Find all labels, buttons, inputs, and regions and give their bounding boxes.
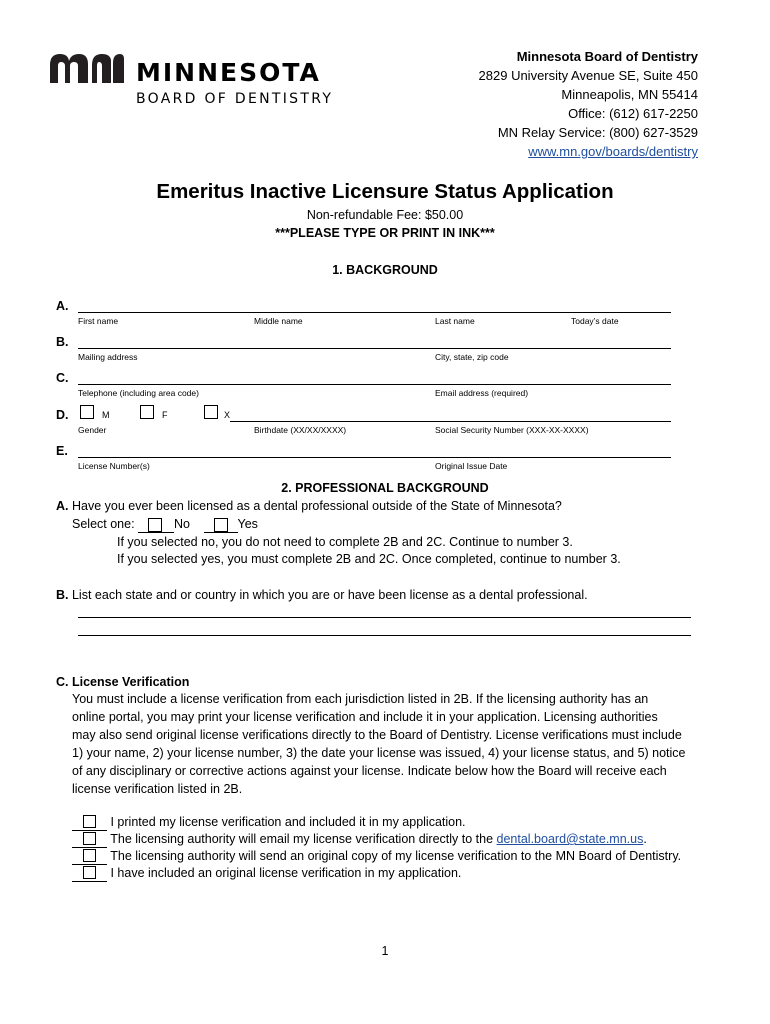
logo (48, 51, 358, 111)
jurisdictions-line-2[interactable] (78, 635, 691, 636)
street-address: 2829 University Avenue SE, Suite 450 (478, 68, 698, 83)
todays-date-label: Today’s date (571, 316, 619, 326)
paragraph-line: of any disciplinary or corrective actions against your license. Indicate below how the Board will receive each (72, 764, 667, 778)
no-answer-blank[interactable] (138, 519, 174, 533)
question-2b (56, 586, 588, 604)
board-email-link[interactable]: dental.board@state.mn.us (496, 832, 644, 846)
option-printed-checkbox[interactable] (83, 815, 96, 828)
telephone-label: Telephone (including area code) (78, 388, 199, 398)
option-included-original-label: I have included an original license verification in my application. (110, 866, 462, 880)
option-included-original-checkbox[interactable] (83, 866, 96, 879)
row-e-letter: E. (56, 444, 68, 458)
license-number-label: License Number(s) (78, 461, 150, 471)
option-printed-blank[interactable] (72, 817, 107, 831)
email-label: Email address (required) (435, 388, 529, 398)
gender-f-checkbox[interactable] (140, 405, 154, 419)
no-label: No (174, 517, 191, 531)
board-address (479, 47, 698, 161)
logo-name: MINNESOTA (136, 58, 321, 87)
section-2-heading: 2. PROFESSIONAL BACKGROUND (281, 481, 489, 495)
middle-name-label: Middle name (254, 316, 303, 326)
row-d-letter: D. (56, 408, 69, 422)
paragraph-line: You must include a license verification from each jurisdiction listed in 2B. If the licensing authority has an (72, 692, 649, 706)
option-email-blank[interactable] (72, 834, 107, 848)
website-link[interactable]: www.mn.gov/boards/dentistry (528, 144, 698, 159)
paragraph-line: may also send original license verifications directly to the Board of Dentistry. License verifications must include (72, 728, 682, 742)
select-one-label: Select one: (72, 517, 135, 531)
yes-answer-blank[interactable] (204, 519, 238, 533)
option-original-copy-checkbox[interactable] (83, 849, 96, 862)
paragraph-line: 1) your name, 2) your license number, 3) the date your license was issued, 4) your license status, and 5) notice (72, 746, 686, 760)
jurisdictions-line-1[interactable] (78, 617, 691, 618)
form-title: Emeritus Inactive Licensure Status Application (156, 180, 614, 203)
if-no-instruction: If you selected no, you do not need to complete 2B and 2C. Continue to number 3. (117, 535, 573, 549)
option-original-copy (72, 847, 681, 865)
relay-phone: MN Relay Service: (800) 627-3529 (497, 125, 698, 140)
mailing-address-label: Mailing address (78, 352, 138, 362)
row-a-letter: A. (56, 299, 69, 313)
yes-checkbox[interactable] (214, 518, 228, 532)
row-b-line[interactable] (78, 348, 671, 349)
option-original-copy-blank[interactable] (72, 851, 107, 865)
section-1-heading: 1. BACKGROUND (332, 263, 438, 277)
paragraph-line: online portal, you may print your license verification and include it in your application. Licensing authorities (72, 710, 658, 724)
option-email-label: The licensing authority will email my license verification directly to the (110, 832, 494, 846)
license-verification-heading: C. License Verification (56, 675, 190, 689)
row-c-letter: C. (56, 371, 69, 385)
select-one-row (72, 515, 258, 533)
city-state-zip-label: City, state, zip code (435, 352, 509, 362)
fee-note: Non-refundable Fee: $50.00 (306, 208, 464, 222)
city-state-zip: Minneapolis, MN 55414 (561, 87, 698, 102)
row-c-line[interactable] (78, 384, 671, 385)
ssn-label: Social Security Number (XXX-XX-XXXX) (435, 425, 589, 435)
birthdate-label: Birthdate (XX/XX/XXXX) (254, 425, 347, 435)
option-email-checkbox[interactable] (83, 832, 96, 845)
gender-x-label: X (224, 410, 231, 420)
question-2a-letter: A. (56, 499, 69, 513)
option-email (72, 830, 647, 848)
row-d-line[interactable] (230, 421, 671, 422)
row-b-letter: B. (56, 335, 69, 349)
option-original-copy-label: The licensing authority will send an original copy of my license verification to the MN Board of Dentistry. (110, 849, 682, 863)
logo-subtitle: BOARD OF DENTISTRY (136, 91, 334, 107)
first-name-label: First name (78, 316, 119, 326)
paragraph-line: license verification listed in 2B. (72, 782, 243, 796)
ink-note: ***PLEASE TYPE OR PRINT IN INK*** (275, 226, 495, 240)
gender-label: Gender (78, 425, 107, 435)
option-printed (72, 813, 466, 831)
option-email-suffix: . (643, 832, 647, 846)
option-included-original-blank[interactable] (72, 868, 107, 882)
original-issue-date-label: Original Issue Date (435, 461, 508, 471)
question-2a (56, 497, 562, 515)
page-number: 1 (381, 944, 389, 958)
no-checkbox[interactable] (148, 518, 162, 532)
question-2b-letter: B. (56, 588, 69, 602)
mn-logo-mark-icon (48, 51, 126, 85)
org-name: Minnesota Board of Dentistry (516, 49, 698, 64)
yes-label: Yes (237, 517, 258, 531)
office-phone: Office: (612) 617-2250 (568, 106, 698, 121)
gender-f-label: F (162, 410, 168, 420)
gender-m-checkbox[interactable] (80, 405, 94, 419)
question-2a-text: Have you ever been licensed as a dental professional outside of the State of Minnesota? (71, 499, 562, 513)
gender-m-label: M (102, 410, 110, 420)
last-name-label: Last name (435, 316, 475, 326)
question-2b-text: List each state and or country in which you are or have been license as a dental professional. (71, 588, 588, 602)
row-e-line[interactable] (78, 457, 671, 458)
option-included-original (72, 864, 461, 882)
if-yes-instruction: If you selected yes, you must complete 2B and 2C. Once completed, continue to number 3. (117, 552, 621, 566)
option-printed-label: I printed my license verification and included it in my application. (110, 815, 466, 829)
license-verification-paragraph (72, 690, 702, 798)
gender-x-checkbox[interactable] (204, 405, 218, 419)
row-a-line[interactable] (78, 312, 671, 313)
